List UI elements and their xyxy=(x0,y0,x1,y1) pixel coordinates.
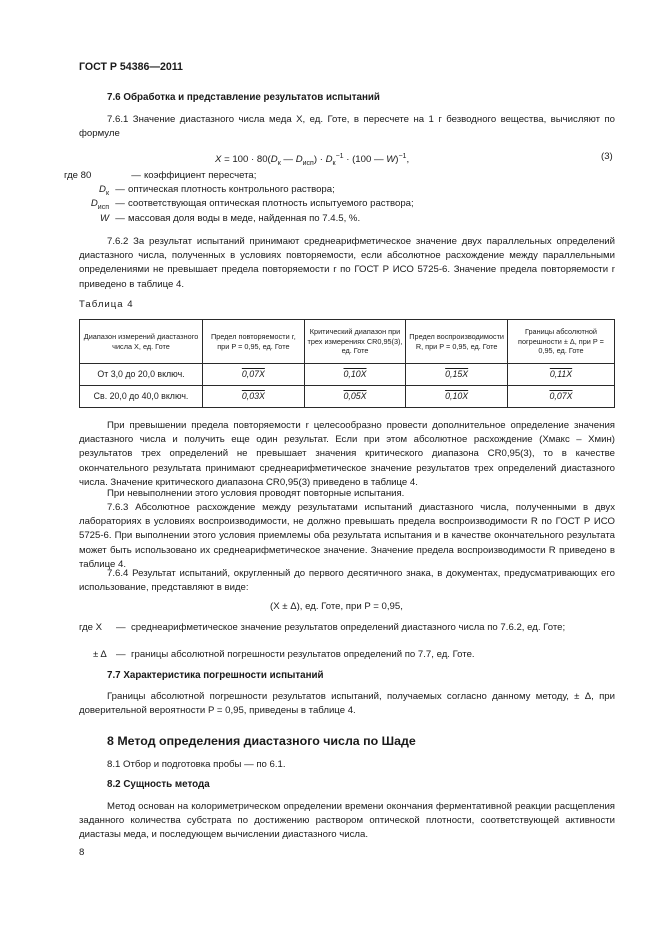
table-cell: 0,11X xyxy=(507,364,614,386)
table-cell: 0,05X xyxy=(304,386,406,408)
table-cell: 0,07X xyxy=(507,386,614,408)
where-delta-symbol: ± Δ xyxy=(93,649,107,660)
table-row xyxy=(80,364,615,386)
definition-row: где 80 — коэффициент пересчета; xyxy=(64,169,604,183)
dash: — xyxy=(116,649,126,660)
definition-symbol: W xyxy=(99,212,109,224)
section-7-6-heading: 7.6 Обработка и представление результатов испытаний xyxy=(107,92,380,103)
table-4-caption: Таблица 4 xyxy=(79,299,134,310)
table-cell: Св. 20,0 до 40,0 включ. xyxy=(80,386,203,408)
definition-row: $D_к$ — оптическая плотность контрольного раствора; xyxy=(64,183,604,197)
definition-symbol: где 80 xyxy=(64,170,92,181)
definition-row: W — массовая доля воды в меде, найденная по 7.4.5, %. xyxy=(64,212,604,226)
formula-3-expression: $X = 100 \cdot 80(D_к$ — $D_{исп}) \cdot D_к^{-1} \cdot (100$ — W)$^{-1}$, xyxy=(215,153,410,168)
where-x-symbol: где X xyxy=(79,622,103,633)
table-cell: От 3,0 до 20,0 включ. xyxy=(80,364,203,386)
table-cell: 0,03X xyxy=(203,386,305,408)
paragraph-7-6-3: 7.6.3 Абсолютное расхождение между результатами испытаний диастазного числа, полученными в двух лабораториях в условиях воспроизводимости, не должно превышать предела воспроизводимости R по ГОСТ Р ИСО 5725-6. При выполнении этого условия приемлемы оба результата испытания и в качестве окончательного результата может быть использовано их среднеарифметическое значение. Значение предела воспроизводимости R приведено в таблице 4. xyxy=(79,502,615,570)
definition-text: соответствующая оптическая плотность испытуемого раствора; xyxy=(128,198,414,210)
paragraph-8-2: Метод основан на колориметрическом определении времени окончания ферментативной реакции расщепления заданного количества субстрата по достижению раствором оптической плотности, соответствующей активности диастазы меда, и последующем вычислении диастазного числа. xyxy=(79,801,615,841)
section-8-heading: 8 Метод определения диастазного числа по Шаде xyxy=(107,734,416,748)
column-header: Границы абсолютной погрешности ± Δ, при P = 0,95, ед. Готе xyxy=(507,320,614,364)
definition-row: $D_{исп}$ — соответствующая оптическая плотность испытуемого раствора; xyxy=(64,197,604,211)
formula-definitions xyxy=(64,169,604,226)
definition-symbol: $D_{исп}$ xyxy=(90,198,109,212)
dash: — xyxy=(116,622,126,633)
table-4 xyxy=(79,319,615,408)
where-delta-definition: границы абсолютной погрешности результатов определений по 7.7, ед. Готе. xyxy=(131,649,475,660)
definition-text: массовая доля воды в меде, найденная по 7.4.5, %. xyxy=(128,212,361,224)
page-number: 8 xyxy=(79,847,85,858)
paragraph-7-6-4: 7.6.4 Результат испытаний, округленный до первого десятичного знака, в документах, предусматривающих его использование, представляют в виде: xyxy=(79,568,615,594)
table-cell: 0,10X xyxy=(406,386,508,408)
table-cell: 0,15X xyxy=(406,364,508,386)
paragraph-7-6-1: 7.6.1 Значение диастазного числа меда X, ед. Готе, в пересчете на 1 г безводного вещества, вычисляют по формуле xyxy=(79,114,615,140)
table-header-row xyxy=(80,320,615,364)
section-7-7-heading: 7.7 Характеристика погрешности испытаний xyxy=(107,670,324,681)
column-header: Предел воспроизводимости R, при P = 0,95, ед. Готе xyxy=(406,320,508,364)
paragraph-repeat-tests: При невыполнении этого условия проводят повторные испытания. xyxy=(107,488,405,499)
where-x-definition: среднеарифметическое значение результатов определений диастазного числа по 7.6.2, ед. Готе; xyxy=(131,622,566,633)
definition-symbol: $D_к$ xyxy=(99,184,109,198)
paragraph-7-6-2: 7.6.2 За результат испытаний принимают среднеарифметическое значение двух параллельных определений диастазного числа, полученных в условиях повторяемости, если абсолютное расхождение между параллельными определениями не превышает предела повторяемости r по ГОСТ Р ИСО 5725-6. Значение предела повторяемости r приведено в таблице 4. xyxy=(79,236,615,290)
table-cell: 0,07X xyxy=(203,364,305,386)
paragraph-repeatability-exceeded: При превышении предела повторяемости r целесообразно провести дополнительное определение значения диастазного числа и получить еще один результат. Если при этом абсолютное расхождение (Xмакс – Xмин) результатов трех определений не превышает значения критического диапазона CR0,95(3), то в качестве окончательного результата принимают среднеарифметическое значение результатов трех определений диастазного числа. Значение критического диапазона CR0,95(3) приведено в таблице 4. xyxy=(79,420,615,488)
section-8-2-heading: 8.2 Сущность метода xyxy=(107,779,210,790)
table-cell: 0,10X xyxy=(304,364,406,386)
document-header: ГОСТ Р 54386—2011 xyxy=(79,61,183,73)
column-header: Диапазон измерений диастазного числа X, ед. Готе xyxy=(80,320,203,364)
table-row xyxy=(80,386,615,408)
paragraph-8-1: 8.1 Отбор и подготовка пробы — по 6.1. xyxy=(107,759,286,770)
definition-text: оптическая плотность контрольного раствора; xyxy=(128,184,335,196)
definition-text: коэффициент пересчета; xyxy=(144,170,257,181)
formula-3-number: (3) xyxy=(601,151,613,162)
column-header: Критический диапазон при трех измерениях CR0,95(3), ед. Готе xyxy=(304,320,406,364)
paragraph-7-7: Границы абсолютной погрешности результатов испытаний, получаемых согласно данному методу, ± Δ, при доверительной вероятности P = 0,95, приведены в таблице 4. xyxy=(79,691,615,717)
column-header: Предел повторяемости r, при P = 0,95, ед. Готе xyxy=(203,320,305,364)
result-formula: (X ± Δ), ед. Готе, при P = 0,95, xyxy=(270,601,403,612)
